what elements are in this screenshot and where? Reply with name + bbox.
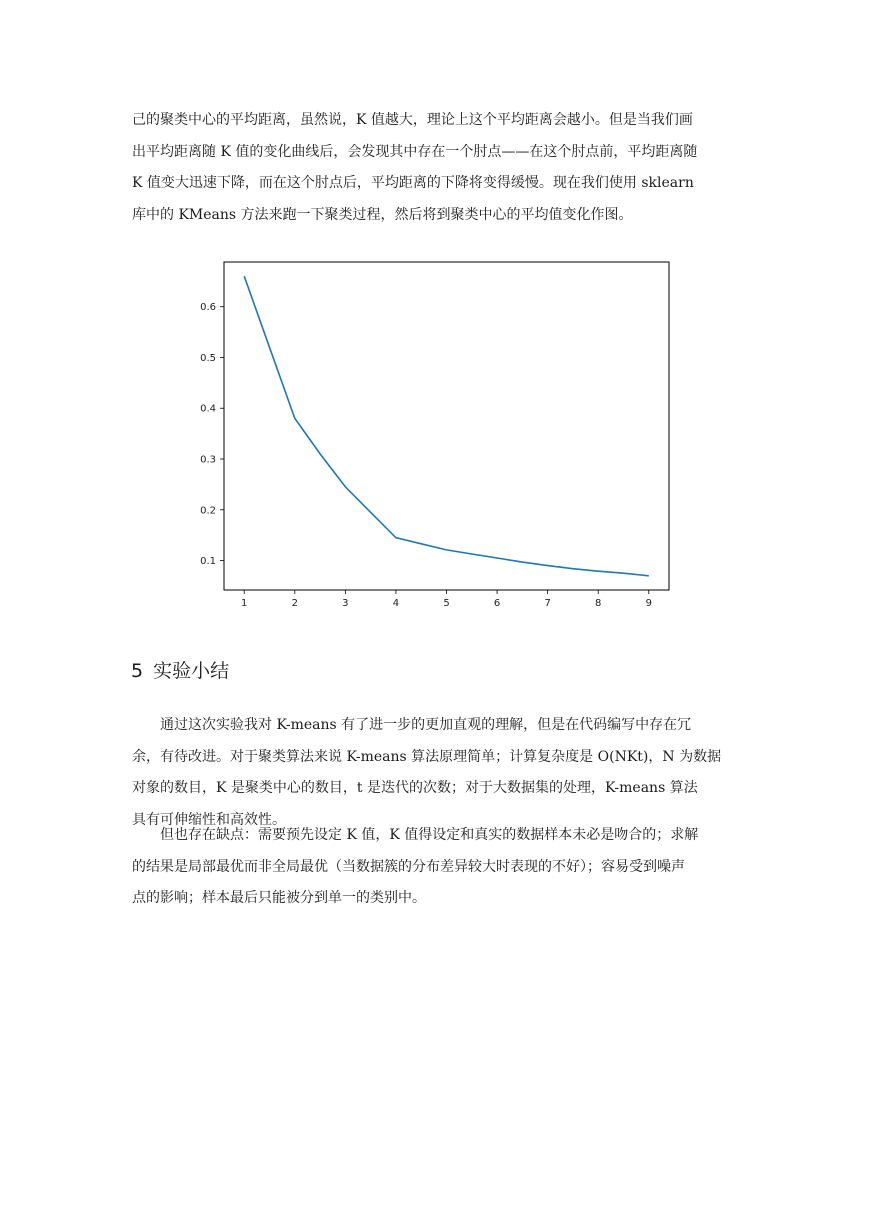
section-title: 实验小结 [153, 660, 230, 682]
paragraph-line: 点的影响；样本最后只能被分到单一的类别中。 [132, 890, 426, 906]
x-tick-label: 9 [645, 598, 652, 609]
y-tick-label: 0.4 [200, 403, 216, 415]
y-tick-label: 0.5 [200, 352, 216, 364]
paragraph-line: K 值变大迅速下降，而在这个肘点后，平均距离的下降将变得缓慢。现在我们使用 sklearn [132, 175, 694, 191]
paragraph-line: 通过这次实验我对 K-means 有了进一步的更加直观的理解，但是在代码编写中存在冗 [160, 717, 692, 733]
plot-frame [224, 262, 669, 590]
paragraph-line: 对象的数目，K 是聚类中心的数目，t 是迭代的次数；对于大数据集的处理，K-means 算法 [132, 780, 698, 796]
x-tick-label: 3 [342, 598, 349, 609]
drawbacks-paragraph [132, 820, 736, 915]
paragraph-line: 余，有待改进。对于聚类算法来说 K-means 算法原理简单；计算复杂度是 O(NKt)，N 为数据 [132, 748, 722, 765]
paragraph-line: 具有可伸缩性和高效性。 [132, 811, 286, 828]
paragraph-line: 出平均距离随 K 值的变化曲线后，会发现其中存在一个肘点——在这个肘点前，平均距离随 [132, 143, 698, 160]
x-tick-label: 7 [544, 598, 551, 609]
y-tick-label: 0.6 [200, 302, 216, 314]
section-number: 5 [131, 660, 144, 682]
y-axis [200, 302, 224, 567]
section-heading [131, 656, 239, 683]
x-tick-label: 8 [595, 598, 602, 609]
x-tick-label: 4 [392, 598, 400, 609]
x-tick-label: 6 [493, 598, 501, 609]
x-tick-label: 1 [241, 598, 248, 609]
paragraph-line: 己的聚类中心的平均距离，虽然说，K 值越大，理论上这个平均距离会越小。但是当我们画 [132, 112, 693, 128]
y-tick-label: 0.1 [200, 556, 216, 568]
paragraph-line: 的结果是局部最优而非全局最优（当数据簇的分布差异较大时表现的不好）；容易受到噪声 [132, 858, 685, 875]
x-tick-label: 2 [291, 598, 298, 609]
elbow-line-chart [180, 245, 680, 620]
paragraph-line: 库中的 KMeans 方法来跑一下聚类过程，然后将到聚类中心的平均值变化作图。 [132, 206, 633, 223]
y-tick-label: 0.2 [200, 505, 216, 517]
intro-paragraph [132, 105, 736, 231]
x-tick-label: 5 [443, 598, 450, 609]
y-tick-label: 0.3 [200, 454, 216, 466]
summary-paragraph [132, 710, 736, 836]
x-axis [241, 590, 652, 609]
paragraph-line: 但也存在缺点：需要预先设定 K 值，K 值得设定和真实的数据样本未必是吻合的；求解 [160, 827, 699, 843]
